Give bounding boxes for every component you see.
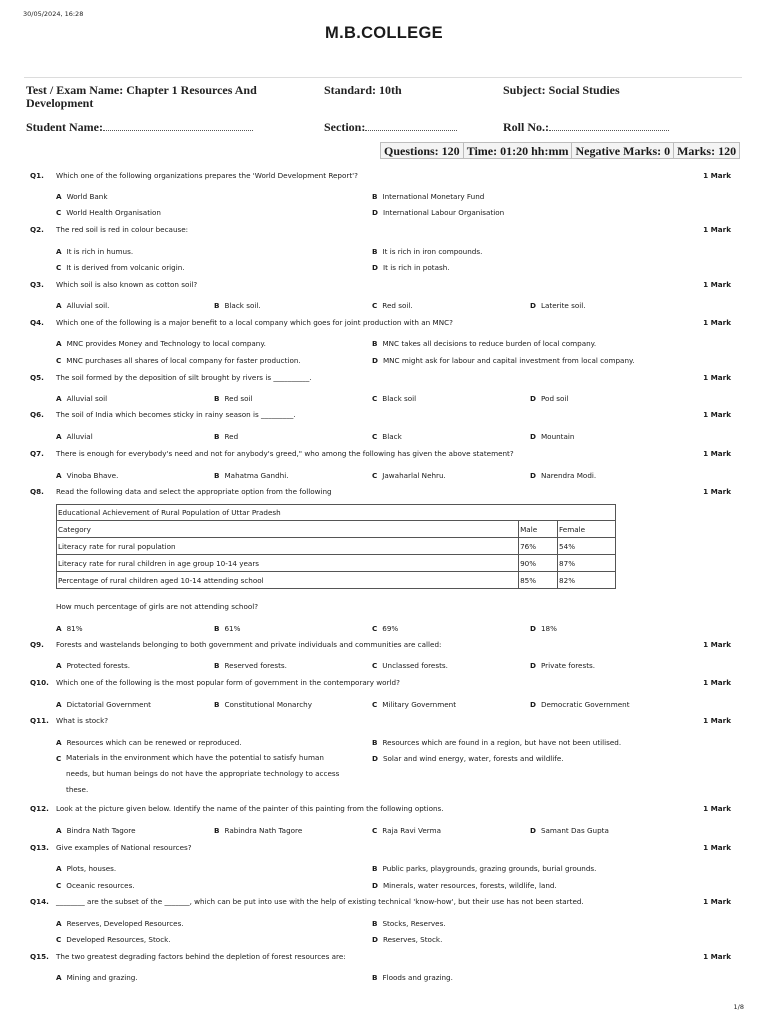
option-text: Developed Resources, Stock. [66, 935, 171, 944]
option-key: A [56, 192, 62, 201]
option [56, 208, 161, 217]
question-number: Q8. [30, 487, 44, 496]
option-key: D [530, 394, 536, 403]
option [372, 754, 564, 763]
option [372, 700, 456, 709]
option-text: World Health Organisation [66, 208, 161, 217]
subject-label: Subject: Social Studies [503, 83, 620, 97]
option-key: D [530, 826, 536, 835]
option-key: C [56, 208, 62, 217]
section-label: Section: [324, 120, 366, 134]
option-text: It is rich in iron compounds. [382, 247, 483, 256]
option [530, 394, 568, 403]
table-cell: 90% [519, 555, 558, 572]
option [372, 394, 416, 403]
option-key: A [56, 738, 62, 747]
option-key: A [56, 700, 62, 709]
option-text: Constitutional Monarchy [224, 700, 312, 709]
option [372, 339, 596, 348]
option-text: 69% [382, 624, 399, 633]
table-cell: 82% [558, 572, 616, 589]
option-key: C [56, 881, 62, 890]
option-key: C [372, 432, 378, 441]
option [214, 301, 261, 310]
option-text: Mahatma Gandhi. [224, 471, 289, 480]
option-key: B [214, 826, 220, 835]
table-cell: 85% [519, 572, 558, 589]
option-text: Black soil [382, 394, 417, 403]
table-header-cell: Category [57, 521, 519, 538]
question-text: Read the following data and select the appropriate option from the following [56, 487, 332, 496]
option [56, 356, 301, 365]
option-key: A [56, 394, 62, 403]
option-text: 18% [540, 624, 557, 633]
option-key: B [214, 700, 220, 709]
option-text: Reserved forests. [224, 661, 287, 670]
table-header-row [57, 521, 616, 538]
option-key: A [56, 471, 62, 480]
roll-field [503, 121, 669, 134]
option [530, 826, 609, 835]
option-text: Military Government [382, 700, 457, 709]
question-number: Q6. [30, 410, 44, 419]
option-text: Oceanic resources. [66, 881, 135, 890]
option-key: C [56, 356, 62, 365]
question-mark: 1 Mark [703, 318, 731, 327]
option [372, 661, 448, 670]
question-mark: 1 Mark [703, 716, 731, 725]
option [372, 356, 635, 365]
option-text: Materials in the environment which have the potential to satisfy human needs, but human beings do not have the appropriate technology to access these. [66, 753, 340, 794]
option-text: Jawaharlal Nehru. [382, 471, 446, 480]
option-key: B [372, 919, 378, 928]
option [372, 192, 484, 201]
table-header-cell: Female [558, 521, 616, 538]
option-text: Red [224, 432, 239, 441]
option-text: Laterite soil. [540, 301, 586, 310]
question-mark: 1 Mark [703, 843, 731, 852]
option-key: D [372, 263, 378, 272]
option [214, 661, 287, 670]
option-text: Red soil [224, 394, 253, 403]
question-number: Q11. [30, 716, 49, 725]
question-number: Q4. [30, 318, 44, 327]
option-text: Resources which are found in a region, but have not been utilised. [382, 738, 622, 747]
option-key: B [214, 624, 220, 633]
roll-label: Roll No.: [503, 120, 549, 134]
option-text: 61% [224, 624, 241, 633]
time-limit: Time: 01:20 hh:mm [463, 142, 572, 159]
question-number: Q12. [30, 804, 49, 813]
option [56, 301, 109, 310]
option [214, 700, 312, 709]
option [530, 661, 595, 670]
option [56, 700, 151, 709]
option [372, 973, 453, 982]
option [372, 624, 398, 633]
option-key: A [56, 973, 62, 982]
option [56, 826, 136, 835]
option [56, 192, 108, 201]
option-text: It is rich in humus. [66, 247, 134, 256]
question-number: Q15. [30, 952, 49, 961]
question-number: Q5. [30, 373, 44, 382]
question-mark: 1 Mark [703, 225, 731, 234]
option-key: D [530, 624, 536, 633]
option-key: D [530, 432, 536, 441]
option-text: Solar and wind energy, water, forests and wildlife. [382, 754, 564, 763]
option-text: Mining and grazing. [66, 973, 138, 982]
option-text: MNC takes all decisions to reduce burden of local company. [382, 339, 597, 348]
option-text: Alluvial soil [66, 394, 108, 403]
student-name-blank [103, 121, 253, 131]
question-subtext: How much percentage of girls are not attending school? [56, 602, 259, 611]
option [56, 263, 185, 272]
option-text: Reserves, Stock. [382, 935, 443, 944]
question-number: Q7. [30, 449, 44, 458]
question-number: Q1. [30, 171, 44, 180]
option-text: Bindra Nath Tagore [66, 826, 136, 835]
option-key: D [372, 935, 378, 944]
question-text: What is stock? [56, 716, 109, 725]
option [372, 247, 482, 256]
question-number: Q14. [30, 897, 49, 906]
option-text: MNC might ask for labour and capital investment from local company. [382, 356, 635, 365]
question-number: Q10. [30, 678, 49, 687]
option [214, 826, 302, 835]
option [530, 700, 630, 709]
data-table [56, 504, 616, 589]
option-text: 81% [66, 624, 83, 633]
option [56, 394, 107, 403]
college-title: M.B.COLLEGE [325, 24, 443, 42]
student-name-label: Student Name: [26, 120, 103, 134]
option-key: B [214, 301, 220, 310]
option [372, 432, 402, 441]
question-mark: 1 Mark [703, 952, 731, 961]
option-key: A [56, 864, 62, 873]
option-text: Alluvial [66, 432, 93, 441]
option-key: C [56, 263, 62, 272]
question-number: Q2. [30, 225, 44, 234]
option [372, 919, 446, 928]
option-text: Protected forests. [66, 661, 130, 670]
option-key: B [372, 247, 378, 256]
option-text: International Labour Organisation [382, 208, 505, 217]
option-key: A [56, 661, 62, 670]
option [372, 301, 413, 310]
option-key: B [372, 864, 378, 873]
option-key: A [56, 826, 62, 835]
option-key: C [372, 661, 378, 670]
option [214, 432, 238, 441]
option-key: C [372, 301, 378, 310]
option-text: Plots, houses. [66, 864, 117, 873]
question-mark: 1 Mark [703, 678, 731, 687]
option [56, 750, 346, 798]
question-text: Which one of the following organizations prepares the 'World Development Report'? [56, 171, 358, 180]
question-mark: 1 Mark [703, 897, 731, 906]
question-number: Q3. [30, 280, 44, 289]
question-mark: 1 Mark [703, 449, 731, 458]
option-key: C [56, 754, 62, 763]
option-key: B [372, 192, 378, 201]
option-key: A [56, 339, 62, 348]
option-key: C [372, 394, 378, 403]
question-number: Q13. [30, 843, 49, 852]
question-text: Which one of the following is a major benefit to a local company which goes for joint production with an MNC? [56, 318, 453, 327]
option [56, 624, 83, 633]
option-key: D [372, 754, 378, 763]
option-text: Private forests. [540, 661, 596, 670]
questions-count: Questions: 120 [380, 142, 463, 159]
section-field [324, 121, 457, 134]
option-key: A [56, 432, 62, 441]
exam-name-label: Test / Exam Name: Chapter 1 Resources And Development [26, 83, 257, 110]
question-mark: 1 Mark [703, 487, 731, 496]
option-key: C [56, 935, 62, 944]
table-header-cell: Male [519, 521, 558, 538]
question-text: Look at the picture given below. Identify the name of the painter of this painting from the following options. [56, 804, 444, 813]
option-text: Black [382, 432, 402, 441]
table-cell: 54% [558, 538, 616, 555]
option-key: D [372, 208, 378, 217]
option-key: C [372, 826, 378, 835]
question-mark: 1 Mark [703, 171, 731, 180]
option-key: A [56, 919, 62, 928]
question-text: There is enough for everybody's need and not for anybody's greed," who among the following has given the above statement? [56, 449, 514, 458]
option-key: B [372, 738, 378, 747]
table-cell: Literacy rate for rural population [57, 538, 519, 555]
student-name-field [26, 121, 253, 134]
option [214, 394, 253, 403]
question-text: Which one of the following is the most popular form of government in the contemporary world? [56, 678, 400, 687]
option-key: B [214, 394, 220, 403]
option [372, 864, 596, 873]
option-key: D [530, 661, 536, 670]
question-text: Give examples of National resources? [56, 843, 192, 852]
option-key: D [372, 356, 378, 365]
option-text: Reserves, Developed Resources. [66, 919, 184, 928]
option-text: Resources which can be renewed or reproduced. [66, 738, 242, 747]
option-text: MNC provides Money and Technology to local company. [66, 339, 266, 348]
table-cell: 76% [519, 538, 558, 555]
print-timestamp: 30/05/2024, 16:28 [23, 10, 84, 18]
option [56, 973, 138, 982]
option [530, 624, 557, 633]
option-key: C [372, 700, 378, 709]
option-text: Mountain [540, 432, 575, 441]
option-text: Pod soil [540, 394, 569, 403]
option-key: D [530, 301, 536, 310]
table-cell: Percentage of rural children aged 10-14 attending school [57, 572, 519, 589]
option-text: Samant Das Gupta [540, 826, 609, 835]
question-text: Which soil is also known as cotton soil? [56, 280, 198, 289]
option [372, 471, 446, 480]
option-text: Minerals, water resources, forests, wildlife, land. [382, 881, 557, 890]
option [372, 935, 442, 944]
option [56, 738, 242, 747]
section-blank [365, 121, 457, 131]
option-text: It is derived from volcanic origin. [66, 263, 185, 272]
option [56, 471, 118, 480]
option-key: D [530, 471, 536, 480]
negative-marks: Negative Marks: 0 [571, 142, 673, 159]
total-marks: Marks: 120 [673, 142, 740, 159]
question-text: ________ are the subset of the _______, which can be put into use with the help of existing technical 'know-how', but their use has not been started. [56, 897, 584, 906]
question-text: The red soil is red in colour because: [56, 225, 189, 234]
option-text: Floods and grazing. [382, 973, 453, 982]
table-caption: Educational Achievement of Rural Population of Uttar Pradesh [57, 505, 616, 521]
option-text: Raja Ravi Verma [382, 826, 441, 835]
option-text: Alluvial soil. [66, 301, 110, 310]
option-key: B [214, 432, 220, 441]
option-text: Vinoba Bhave. [66, 471, 119, 480]
option [56, 661, 130, 670]
question-mark: 1 Mark [703, 410, 731, 419]
option-text: Public parks, playgrounds, grazing grounds, burial grounds. [382, 864, 597, 873]
option [530, 301, 586, 310]
option-key: A [56, 624, 62, 633]
option-text: Stocks, Reserves. [382, 919, 446, 928]
option-text: Black soil. [224, 301, 261, 310]
question-mark: 1 Mark [703, 373, 731, 382]
option-text: Democratic Government [540, 700, 630, 709]
table-row [57, 572, 616, 589]
table-cell: 87% [558, 555, 616, 572]
option-key: B [372, 973, 378, 982]
option-text: Red soil. [382, 301, 413, 310]
option [372, 738, 621, 747]
option [530, 432, 574, 441]
option-key: A [56, 301, 62, 310]
option-key: D [372, 881, 378, 890]
question-number: Q9. [30, 640, 44, 649]
option-text: Unclassed forests. [382, 661, 448, 670]
exam-stats-bar [380, 142, 740, 159]
question-mark: 1 Mark [703, 640, 731, 649]
option [214, 624, 240, 633]
option-key: B [214, 661, 220, 670]
option [530, 471, 596, 480]
option [56, 432, 93, 441]
roll-blank [549, 121, 669, 131]
option-key: B [372, 339, 378, 348]
question-text: The soil formed by the deposition of silt brought by rivers is __________. [56, 373, 312, 382]
option-key: C [372, 471, 378, 480]
table-cell: Literacy rate for rural children in age group 10-14 years [57, 555, 519, 572]
option-text: MNC purchases all shares of local company for faster production. [66, 356, 301, 365]
header-divider [24, 77, 742, 78]
option-text: Narendra Modi. [540, 471, 597, 480]
option-text: Dictatorial Government [66, 700, 151, 709]
table-row [57, 538, 616, 555]
option-key: B [214, 471, 220, 480]
question-mark: 1 Mark [703, 280, 731, 289]
option [56, 919, 184, 928]
option-text: It is rich in potash. [382, 263, 450, 272]
question-text: Forests and wastelands belonging to both government and private individuals and communities are called: [56, 640, 442, 649]
option [372, 263, 450, 272]
option [372, 826, 441, 835]
table-caption-row [57, 505, 616, 521]
option-key: C [372, 624, 378, 633]
page-number: 1/8 [733, 1003, 744, 1011]
option [372, 881, 557, 890]
table-row [57, 555, 616, 572]
option-text: Rabindra Nath Tagore [224, 826, 303, 835]
standard-label: Standard: 10th [324, 83, 402, 97]
option [56, 881, 135, 890]
option-text: World Bank [66, 192, 108, 201]
option [56, 935, 171, 944]
option [56, 864, 116, 873]
question-mark: 1 Mark [703, 804, 731, 813]
option [372, 208, 504, 217]
option-key: A [56, 247, 62, 256]
option [214, 471, 289, 480]
option [56, 247, 133, 256]
option-text: International Monetary Fund [382, 192, 485, 201]
question-text: The two greatest degrading factors behind the depletion of forest resources are: [56, 952, 346, 961]
option [56, 339, 266, 348]
question-text: The soil of India which becomes sticky in rainy season is _________. [56, 410, 296, 419]
option-key: D [530, 700, 536, 709]
